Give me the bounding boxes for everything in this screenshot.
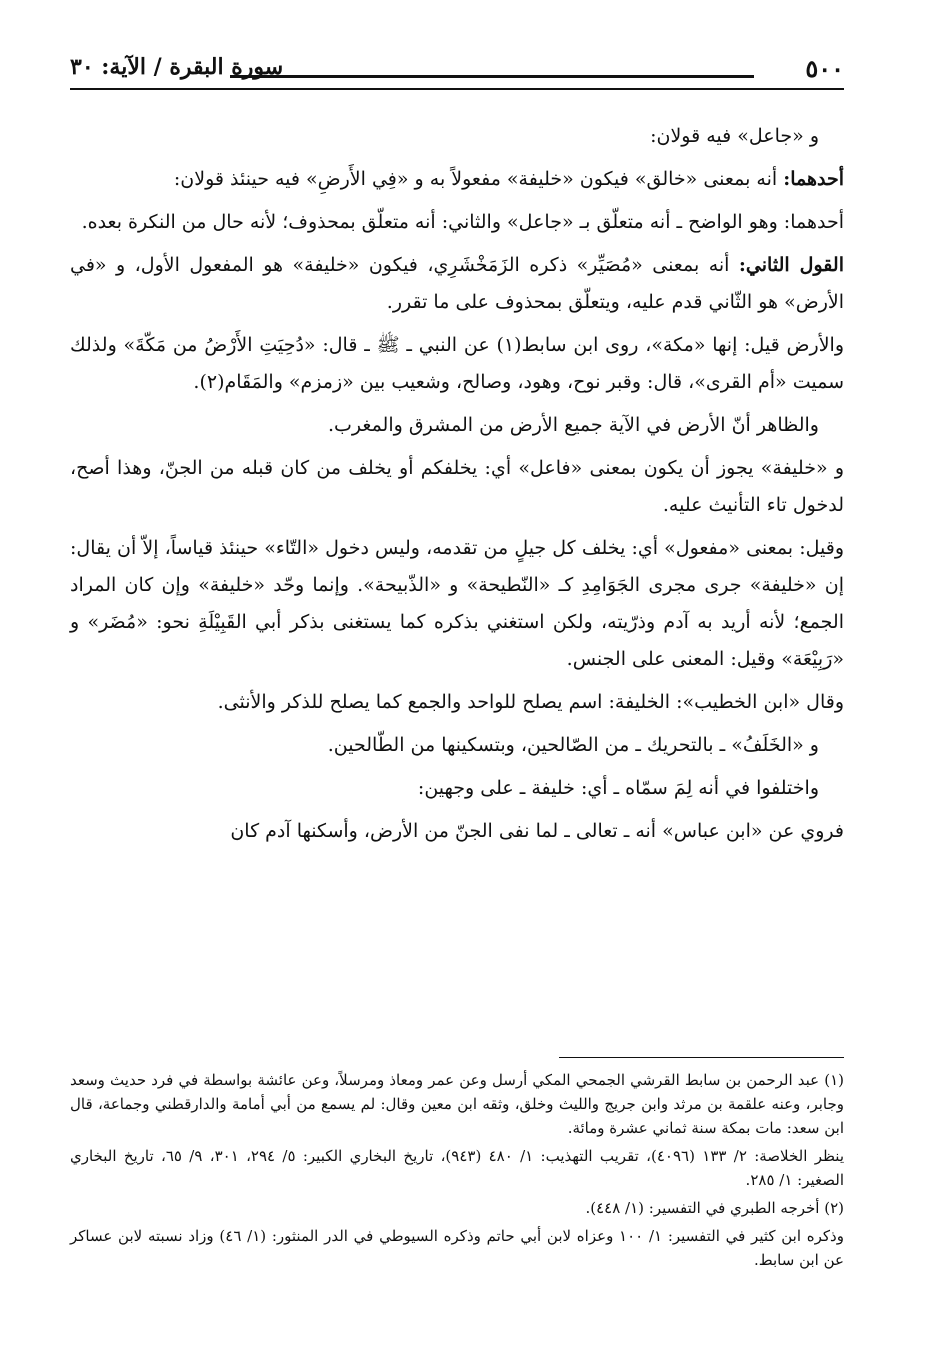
page-header	[70, 48, 844, 88]
page-number: ٥٠٠	[805, 54, 844, 83]
paragraph: والأرض قيل: إنها «مكة»، روى ابن سابط(١) عن النبي ـ ﷺ ـ قال: «دُحِيَتِ الأَرْضُ من مَكّةَ» ولذلك سميت «أم القرى»، قال: وقبر نوح، وهود، وصالح، وشعيب بين «زمزم» والمَقَام(٢).	[70, 334, 844, 393]
paragraph-text: أنه بمعنى «خالق» فيكون «خليفة» مفعولاً به و «فِي الأَرضِ» فيه حينئذ قولان:	[173, 168, 784, 190]
footnote-continuation: وذكره ابن كثير في التفسير: ١/ ١٠٠ وعزاه لابن أبي حاتم وذكره السيوطي في الدر المنثور: (١/ ٤٦) وزاد نسبته لابن عساكر عن ابن سابط.	[70, 1227, 844, 1269]
paragraph: فروي عن «ابن عباس» أنه ـ تعالى ـ لما نفى الجنّ من الأرض، وأسكنها آدم كان	[230, 820, 844, 842]
footnote: (١) عبد الرحمن بن سابط القرشي الجمحي المكي أرسل وعن عمر ومعاذ ومرسلاً، وعن عائشة بواسطة في فرد حديث وسعد وجابر، وعنه علقمة بن مرثد وابن جريج والليث وخلق، وثقه ابن معين وقال: لم يسمع من أبي أمامة والدارقطني وجماعة، قال ابن سعد: مات بمكة سنة ثماني عشرة ومائة.	[70, 1071, 844, 1137]
footnotes	[70, 1068, 844, 1276]
paragraph: والظاهر أنّ الأرض في الآية جميع الأرض من المشرق والمغرب.	[328, 414, 819, 436]
paragraph	[70, 247, 844, 321]
paragraph	[70, 161, 844, 198]
paragraph: وقال «ابن الخطيب»: الخليفة: اسم يصلح للواحد والجمع كما يصلح للذكر والأنثى.	[217, 691, 844, 713]
footnote-separator	[559, 1057, 844, 1058]
footnote: (٢) أخرجه الطبري في التفسير: (١/ ٤٤٨).	[585, 1199, 844, 1217]
paragraph: و «جاعل» فيه قولان:	[650, 125, 819, 147]
paragraph: أحدهما: وهو الواضح ـ أنه متعلّق بـ «جاعل» والثاني: أنه متعلّق بمحذوف؛ لأنه حال من النكرة بعده.	[81, 211, 844, 233]
main-text	[70, 118, 844, 856]
running-title: سورة البقرة / الآية: ٣٠	[70, 54, 284, 80]
paragraph-lead: القول الثاني:	[738, 254, 844, 276]
paragraph: و «الخَلَفُ» ـ بالتحريك ـ من الصّالحين، وبتسكينها من الطّالحين.	[327, 734, 819, 756]
paragraph-lead: أحدهما:	[783, 168, 844, 190]
footnote-continuation: ينظر الخلاصة: ٢/ ١٣٣ (٤٠٩٦)، تقريب التهذيب: ١/ ٤٨٠ (٩٤٣)، تاريخ البخاري الكبير: ٥/ ٢٩٤، ٣٠١، ٩/ ٦٥، تاريخ البخاري الصغير: ١/ ٢٨٥.	[70, 1147, 845, 1189]
paragraph: و «خليفة» يجوز أن يكون بمعنى «فاعل» أي: يخلفكم أو يخلف من كان قبله من الجنّ، وهذا أصح، لدخول تاء التأنيث عليه.	[70, 457, 844, 516]
paragraph: وقيل: بمعنى «مفعول» أي: يخلف كل جيلٍ من تقدمه، وليس دخول «التّاء» حينئذ قياساً، إلاّ أن يقال: إن «خليفة» جرى مجرى الجَوَامِدِ كـ «النّطيحة» و «الذّبيحة». وإنما وحّد «خليفة» وإن كان المراد الجمع؛ لأنه أريد به آدم وذرّيته، ولكن استغني بذكره كما يستغنى بذكر أبي القَبِيْلَةِ نحو: «مُضَر» و «رَبِيْعَة» وقيل: المعنى على الجنس.	[70, 537, 844, 670]
paragraph-text: أنه بمعنى «مُصَيِّر» ذكره الزَمَخْشَرِي، فيكون «خليفة» هو المفعول الأول، و «في الأرض» هو الثّاني قدم عليه، ويتعلّق بمحذوف على ما تقرر.	[70, 254, 844, 313]
header-underline	[70, 88, 844, 90]
paragraph: واختلفوا في أنه لِمَ سمّاه ـ أي: خليفة ـ على وجهين:	[417, 777, 819, 799]
header-rule	[230, 75, 754, 78]
